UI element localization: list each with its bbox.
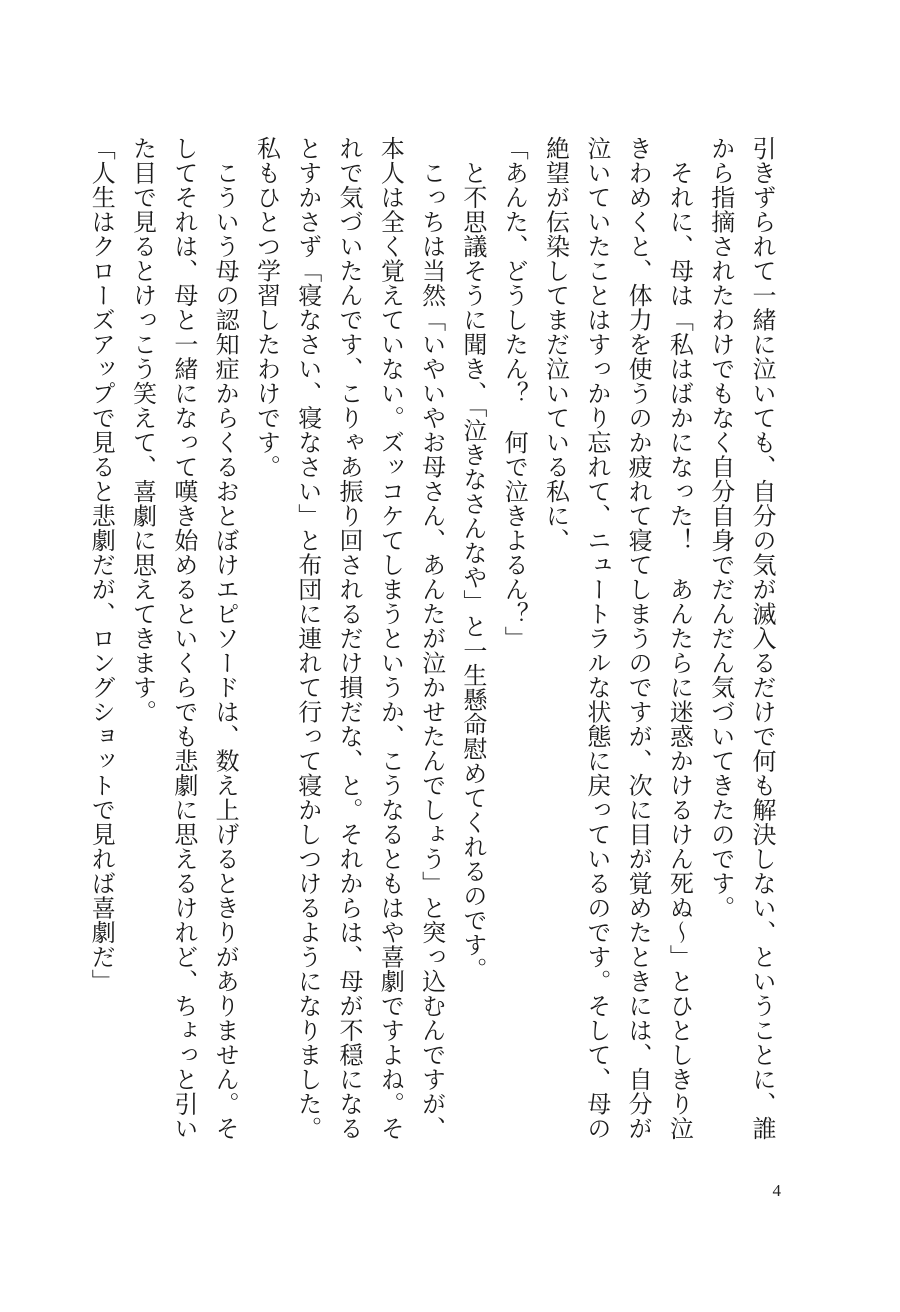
text-line-13: 私もひとつ学習したわけです。: [252, 136, 281, 479]
text-line-4: きわめくと、体力を使うのか疲れて寝てしまうのですが、次に目が覚めたときには、自分が: [624, 136, 653, 1141]
text-line-1: 引きずられて一緒に泣いても、自分の気が滅入るだけで何も解決しない、ということに、誰: [748, 136, 776, 1141]
text-line-14: こういう母の認知症からくるおとぼけエピソードは、数え上げるときりがありません。そ: [211, 136, 240, 1141]
text-line-11: れで気づいたんです、こりゃあ振り回されるだけ損だな、と。それからは、母が不穏になる: [335, 136, 364, 1141]
text-line-16: た目で見るとけっこう笑えて、喜劇に思えてきます。: [128, 136, 157, 724]
text-line-3: それに、母は「私はばかになった！ あんたらに迷惑かけるけん死ぬ〜」とひとしきり泣: [665, 136, 694, 1141]
text-line-8: と不思議そうに聞き、「泣きなさんなや」と一生懸命慰めてくれるのです。: [458, 136, 487, 982]
text-line-2: から指摘されたわけでもなく自分自身でだんだん気づいてきたのです。: [706, 136, 735, 920]
text-line-5: 泣いていたことはすっかり忘れて、ニュートラルな状態に戻っているのです。そして、母の: [582, 136, 611, 1141]
text-line-7: 「あんた、どうしたん？ 何で泣きよるん？」: [500, 136, 529, 651]
body-text: [80, 136, 782, 1141]
text-line-17: 「人生はクローズアップで見ると悲劇だが、ロングショットで見れば喜劇だ」: [87, 136, 116, 994]
text-line-10: 本人は全く覚えていない。ズッコケてしまうというか、こうなるともはや喜劇ですよね。そ: [376, 136, 405, 1141]
text-line-6: 絶望が伝染してまだ泣いている私に、: [541, 136, 570, 553]
text-line-15: してそれは、母と一緒になって嘆き始めるといくらでも悲劇に思えるけれど、ちょっと引い: [169, 136, 198, 1141]
text-line-9: こっちは当然「いやいやお母さん、あんたが泣かせたんでしょう」と突っ込むんですが、: [417, 136, 446, 1141]
text-line-12: とすかさず「寝なさい、寝なさい」と布団に連れて行って寝かしつけるようになりました。: [293, 136, 322, 1141]
page-number: 4: [772, 1181, 781, 1200]
